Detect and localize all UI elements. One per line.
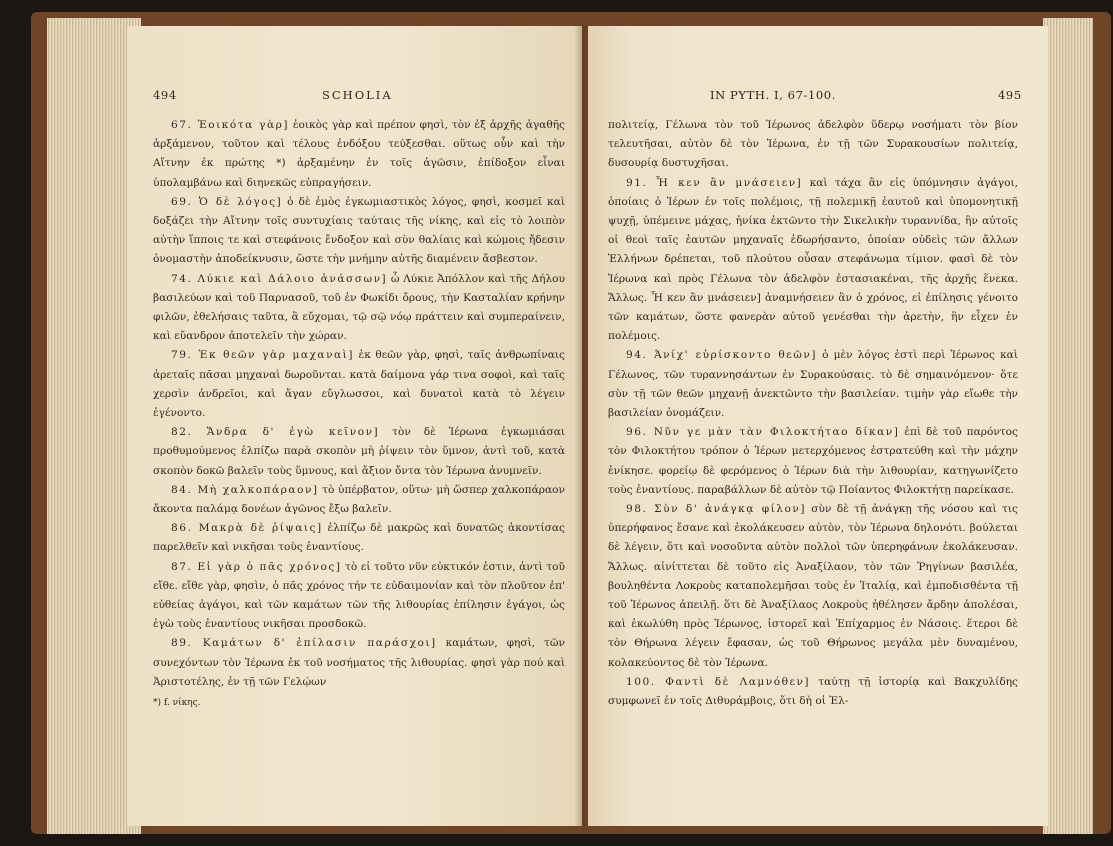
scholion-lemma: 100. Φαντὶ δὲ Λαμνόθεν] — [626, 675, 811, 688]
right-running-title: IN PYTH. I, 67-100. — [710, 88, 836, 102]
scholion-paragraph — [608, 423, 1018, 500]
right-page-number: 495 — [998, 88, 1022, 102]
scholion-text: ἐλπίζω δὲ μακρῶς καὶ δυνατῶς ἀκοντίσας παρελθεῖν καὶ νικῆσαι τοὺς ἐναντίους. — [153, 522, 565, 554]
page-edges-right — [1043, 18, 1093, 834]
right-page-text — [608, 116, 1018, 711]
scholion-text: σὺν δὲ τῇ ἀνάγκῃ τῆς νόσου καὶ τις ὑπερήφανος ἔσανε καὶ ἐκολάκευσεν αὐτὸν, τὸν Ἱέρωνα δηλονότι. βούλεται δὲ λέγειν, ὅτι καὶ νοσοῦντα αὐτὸν πολλοὶ τῶν ὑπερηφάνων ἐκολάκευσαν. Ἄλλως. αἰνίττεται δὲ τοῦτο εἰς Ἀναξίλαον, τὸν τῶν Ῥηγίνων βασιλέα, βουληθέντα Λοκροὺς καταπολεμῆσαι τοὺς ἐν Ἰταλίᾳ, καὶ ἐμποδισθέντα τῇ τοῦ Ἱέρωνος ἀπειλῇ. ὅτι δὲ Ἀναξίλαος Λοκροὺς ἠθέλησεν ἄρδην ἀπολέσαι, καὶ ἐκωλύθη πρὸς Ἱέρωνος, ἱστορεῖ καὶ Ἐπίχαρμος ἐν Νάσοις. ἕτεροι δὲ τὸν Θήρωνα λέγειν ἔφασαν, ὡς τοῦ Θήρωνος μεγάλα μὲν δυναμένου, κολακεύοντος δὲ τὸν Ἱέρωνα. — [608, 503, 1018, 669]
scholion-paragraph — [153, 519, 565, 557]
scholion-paragraph — [153, 634, 565, 692]
scholion-text: ἐκ θεῶν γὰρ, φησὶ, ταῖς ἀνθρωπίναις ἀρεταῖς πᾶσαι μηχαναὶ δωροῦνται. κατὰ δαίμονα γάρ τινα σοφοὶ, καὶ ταῖς χερσὶν ἀνδρεῖοι, καὶ ἄγαν εὔγλωσσοι, καὶ δυνατοὶ κατὰ τὸ λέγειν ἐγένοντο. — [153, 349, 565, 420]
scholion-lemma: 87. Εἰ γὰρ ὁ πᾶς χρόνος] — [171, 560, 342, 573]
scholion-lemma: 84. Μὴ χαλκοπάραον] — [171, 483, 319, 496]
scholion-lemma: 96. Νῦν γε μὰν τὰν Φιλοκτήταο δίκαν] — [626, 426, 900, 439]
scholion-text: τὸ ὑπέρβατον, οὕτω· μὴ ὥσπερ χαλκοπάραον ἄκοντα παλάμᾳ δονέων ἀγῶνος ἔξω βαλεῖν. — [153, 483, 565, 516]
scholion-text: ταύτῃ τῇ ἱστορίᾳ καὶ Βακχυλίδης συμφωνεῖ ἐν τοῖς Διθυράμβοις, ὅτι δὴ οἱ Ἑλ- — [608, 675, 1018, 708]
scholion-text: τὸ εἰ τοῦτο νῦν εὐκτικόν ἐστιν, ἀντὶ τοῦ εἴθε. εἴθε γὰρ, φησὶν, ὁ πᾶς χρόνος τήν τε εὐδαιμονίαν καὶ τὸν πλοῦτον ἐπ' εὐθείας ἀγάγοι, καὶ τῶν καμάτων τῶν τῆς λιθουρίας ἐπίλησιν ἐγάγοι, ὡς ἐγὼ τοὺς ἐναντίους νικῆσαι προσδοκῶ. — [153, 560, 565, 631]
scholion-text: ὁ μὲν λόγος ἐστὶ περὶ Ἱέρωνος καὶ Γέλωνος, τῶν τυραννησάντων ἐν Συρακούσαις. τὸ δὲ σημαινόμενον· ὅτε σὺν τῇ τῶν θεῶν μηχανῇ ἀνεκτῶντο τὴν βασιλείαν. τιμὴν γὰρ εἴωθε τὴν βασιλείαν ὀνομάζειν. — [608, 349, 1018, 420]
left-page — [127, 26, 582, 826]
scholion-paragraph — [153, 193, 565, 270]
scholion-text: ἐπὶ δὲ τοῦ παρόντος τὸν Φιλοκτήτου τρόπον ὁ Ἱέρων μετερχόμενος ἐστρατεύθη καὶ τὴν μάχην ἐνίκησε. φορείῳ δὲ φερόμενος ὁ Ἱέρων διὰ τὴν λιθουρίαν, κατηγωνίζετο τοὺς ἐναντίους. παραβάλλων δὲ αὐτὸν τῷ Ποίαντος Φιλοκτήτῃ παρείκασε. — [608, 426, 1018, 496]
scholion-paragraph — [608, 174, 1018, 347]
left-running-title: SCHOLIA — [322, 88, 393, 102]
open-book — [31, 12, 1111, 834]
scholion-lemma: 86. Μακρὰ δὲ ῥίψαις] — [171, 522, 323, 535]
scholion-text: ὁ δὲ ἐμὸς ἐγκωμιαστικὸς λόγος, φησὶ, κοσμεῖ καὶ δοξάζει τὴν Αἴτνην τοῖς συντυχίαις ταύταις τῆς νίκης, καὶ εἰς τὸ λοιπὸν αὐτὴν ἵπποις τε καὶ στεφάνοις ἔνδοξον καὶ σὺν θαλίαις καὶ κώμοις ἤδεσιν ὀνομαστὴν ἀποδείκνυσιν, ὥστε τὴν μνήμην αὐτῆς διαμένειν ἄσβεστον. — [153, 195, 565, 266]
scholion-text: καμάτων, φησὶ, τῶν συνεχόντων τὸν Ἱέρωνα ἐκ τοῦ νοσήματος τῆς λιθουρίας. φησὶ γὰρ πού καὶ Ἀριστοτέλης, ἐν τῇ τῶν Γελῴων — [153, 637, 565, 688]
scholion-paragraph — [608, 346, 1018, 423]
scholion-text: ὦ Λύκιε Ἀπόλλον καὶ τῆς Δήλου βασιλεύων καὶ τοῦ Παρνασοῦ, τοῦ ἐν Φωκίδι ὄρους, τὴν Κασταλίαν κρήνην φιλῶν, ἐθελήσαις ταῦτα, ἃ εὔχομαι, τῷ σῷ νόῳ πράττειν καὶ συμπεραίνειν, καὶ εὔανδρον ἀποτελεῖν τὴν χώραν. — [153, 272, 565, 343]
scholion-lemma: 89. Καμάτων δ' ἐπίλασιν παράσχοι] — [171, 637, 437, 650]
scholion-paragraph — [153, 346, 565, 423]
left-page-text — [153, 116, 565, 713]
scholion-paragraph — [608, 500, 1018, 673]
left-running-head — [127, 88, 582, 106]
scholion-paragraph — [153, 481, 565, 519]
scholion-paragraph — [153, 116, 565, 193]
scholion-text: καὶ τάχα ἂν εἰς ὑπόμνησιν ἀγάγοι, ὁποίαις ὁ Ἱέρων ἐν τοῖς πολέμοις, τῇ πολεμικῇ ἑαυτοῦ καὶ ὑπομονητικῇ ψυχῇ, ὑπέμεινε μάχας, ἡνίκα ἐκτῶντο τὴν Σικελικὴν τυραννίδα, ἣν αὐτοῖς οἱ θεοὶ ταῖς ἑαυτῶν μηχαναῖς ἐδωρήσαντο, ὁποίαν οὐδεὶς τῶν ἄλλων Ἑλλήνων δρέπεται, τοῦ πλούτου οὖσαν στεφάνωμα τίμιον. φασὶ δὲ τὸν Ἱέρωνα καὶ πρὸς Γέλωνα τὸν ἀδελφὸν ἐστασιακέναι, τῆς ἀρχῆς ἕνεκα. Ἄλλως. Ἦ κεν ἂν μνάσειεν] ἀναμνήσειεν ἂν ὁ χρόνος, εἰ ἐπίλησις γένοιτο τῶν καμάτων, ὥστε φανερὰν αὐτοῦ γενέσθαι τὴν ἀρετὴν, ἣν εἶχεν ἐν πολέμοις. — [608, 176, 1018, 343]
scholion-lemma: 69. Ὁ δὲ λόγος] — [171, 195, 283, 208]
right-page — [588, 26, 1048, 826]
scholion-lemma: 82. Ἄνδρα δ' ἐγὼ κεῖνον] — [171, 426, 380, 439]
scholion-text: τὸν δὲ Ἱέρωνα ἐγκωμιάσαι προθυμούμενος ἐλπίζω παρὰ σκοπὸν μὴ ῥίψειν τὸν ὕμνον, ἀντὶ τοῦ, κατὰ σκοπὸν δοκῶ βαλεῖν τοὺς ὕμνους, καὶ ἄξιον ὄντα τὸν Ἱέρωνα ἀνυμνεῖν. — [153, 426, 565, 477]
scholion-lemma: 91. Ἦ κεν ἂν μνάσειεν] — [626, 176, 803, 189]
scholion-lemma: 74. Λύκιε καὶ Δάλοιο ἀνάσσων] — [171, 272, 388, 285]
scholion-paragraph — [608, 673, 1018, 711]
scholion-text: πολιτείᾳ, Γέλωνα τὸν τοῦ Ἱέρωνος ἀδελφὸν ὕδερῳ νοσήματι τὸν βίον τελευτῆσαι, αὐτὸν δὲ τὸν Ἱέρωνα, ἐν τῇ τῶν Συρακουσίων πολιτείᾳ, δυσουρίᾳ δυστυχῆσαι. — [608, 119, 1018, 170]
scholion-paragraph — [153, 423, 565, 481]
scholion-lemma: 67. Ἐοικότα γὰρ] — [171, 119, 289, 131]
left-page-number: 494 — [153, 88, 177, 102]
scholion-text: ἐοικὸς γὰρ καὶ πρέπον φησὶ, τὸν ἐξ ἀρχῆς ἀγαθῆς ἀρξάμενον, τοῦτον καὶ τέλους ἐνδόξου τεύξεσθαι. οὕτως οὖν καὶ τὴν Αἴτνην ἐκ πρώτης *) ἀρξαμένην ἐν τοῖς ἀγῶσιν, ἐπίδοξον εἶναι ὑπολαμβάνω καὶ διηνεκῶς εὐπραγήσειν. — [153, 119, 565, 189]
scholion-lemma: 94. Ἀνίχ' εὑρίσκοντο θεῶν] — [626, 349, 817, 362]
scholion-lemma: 98. Σὺν δ' ἀνάγκᾳ φίλον] — [626, 503, 806, 516]
scholion-paragraph — [153, 270, 565, 347]
right-running-head — [588, 88, 1048, 106]
scholion-paragraph — [153, 558, 565, 635]
scholion-paragraph — [608, 116, 1018, 174]
footnote: *) f. νίκης. — [153, 698, 201, 709]
scholion-lemma: 79. Ἐκ θεῶν γὰρ μαχαναὶ] — [171, 349, 354, 362]
